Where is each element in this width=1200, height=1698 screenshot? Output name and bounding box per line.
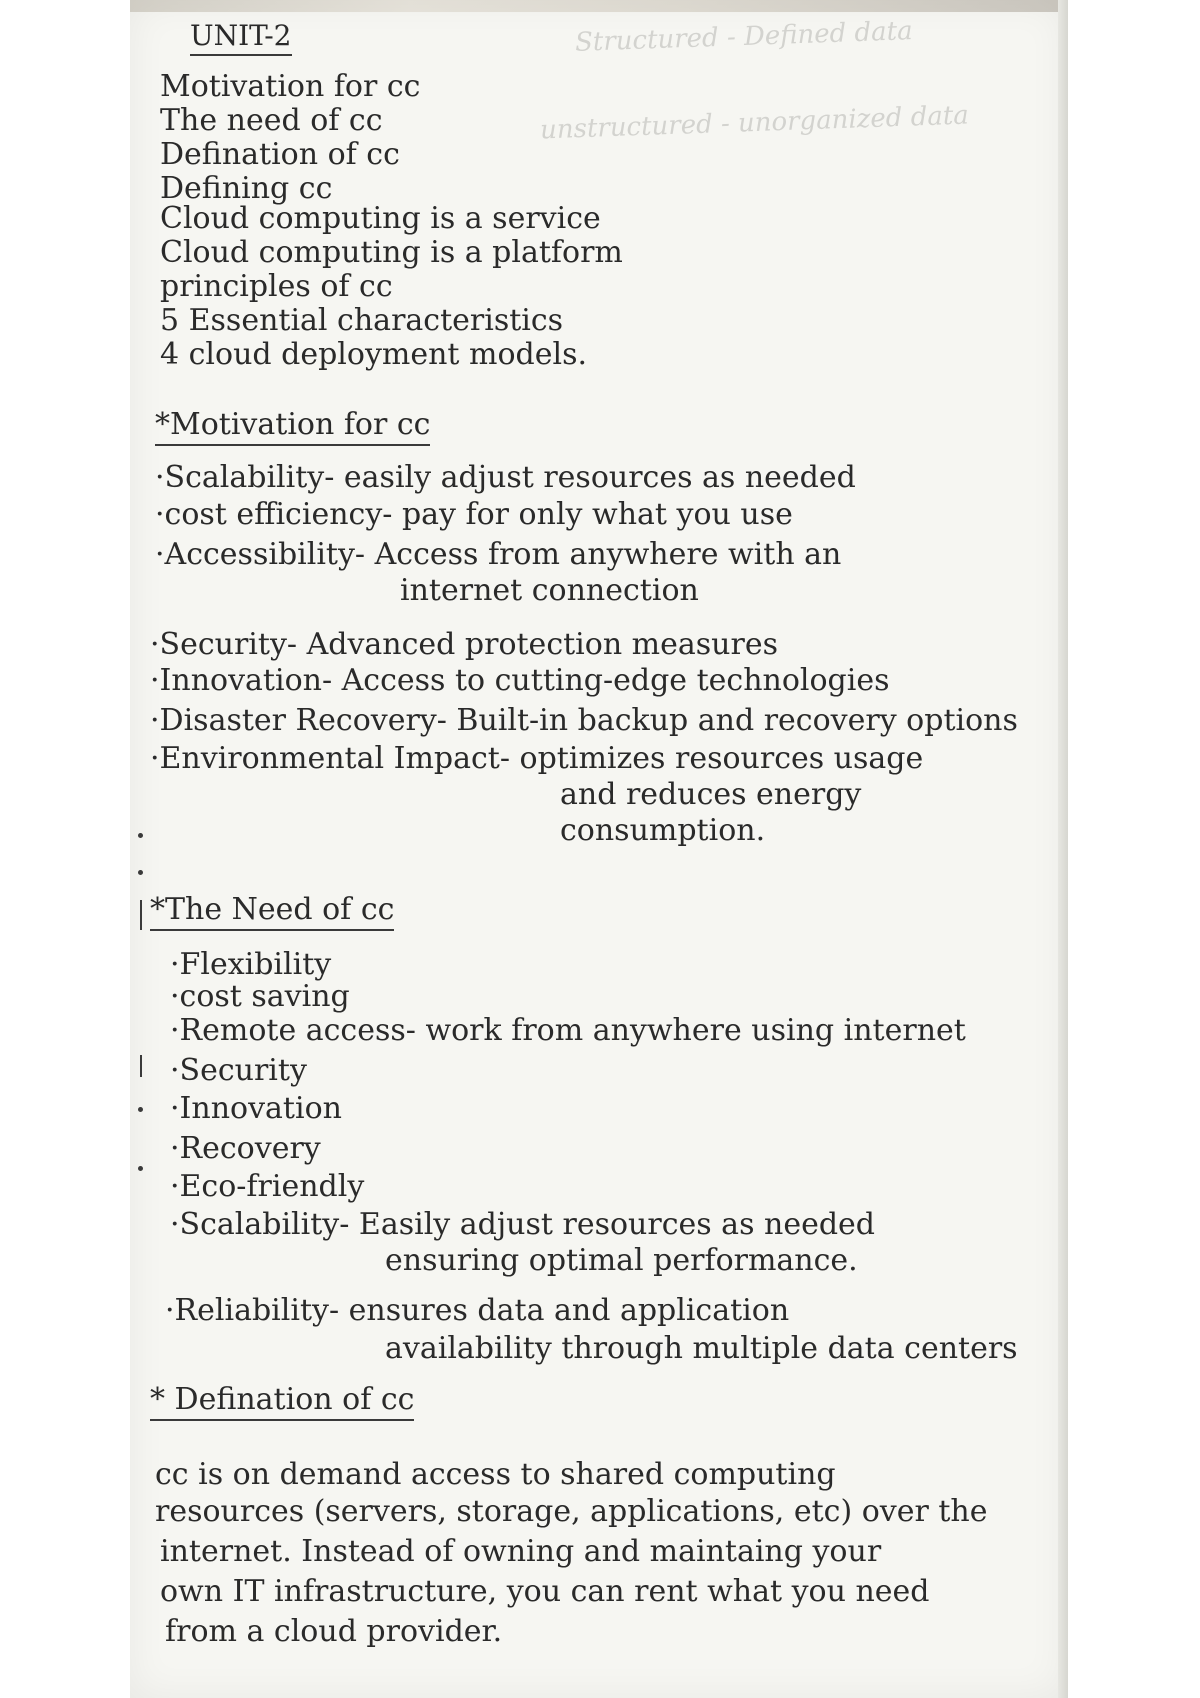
definition-line: from a cloud provider. <box>165 1614 503 1649</box>
motivation-item: consumption. <box>560 813 766 848</box>
margin-dot <box>138 1107 143 1112</box>
need-item: ·Scalability- Easily adjust resources as needed <box>170 1207 875 1242</box>
need-item: availability through multiple data centers <box>385 1331 1018 1366</box>
topic-item: 4 cloud deployment models. <box>160 337 588 372</box>
need-item: ·cost saving <box>170 979 350 1014</box>
topic-item: Cloud computing is a platform <box>160 235 623 270</box>
motivation-item: ·cost efficiency- pay for only what you use <box>155 497 793 532</box>
need-item: ·Security <box>170 1053 307 1088</box>
topic-item: principles of cc <box>160 269 393 304</box>
motivation-item: ·Accessibility- Access from anywhere with an <box>155 537 842 572</box>
margin-dot <box>138 1166 143 1171</box>
topic-item: Defining cc <box>160 171 333 206</box>
need-item: ·Reliability- ensures data and application <box>165 1293 790 1328</box>
definition-heading: * Defination of cc <box>150 1385 414 1421</box>
motivation-item: ·Security- Advanced protection measures <box>150 627 778 662</box>
need-item: ensuring optimal performance. <box>385 1243 858 1278</box>
margin-dot <box>138 833 143 838</box>
motivation-item: ·Disaster Recovery- Built-in backup and recovery options <box>150 703 1018 738</box>
topic-item: Motivation for cc <box>160 69 421 104</box>
need-item: ·Remote access- work from anywhere using internet <box>170 1013 966 1048</box>
need-item: ·Innovation <box>170 1091 342 1126</box>
topic-item: 5 Essential characteristics <box>160 303 564 338</box>
definition-line: resources (servers, storage, applications, etc) over the <box>155 1494 988 1529</box>
need-item: ·Flexibility <box>170 947 332 982</box>
motivation-item: internet connection <box>400 573 699 608</box>
page-right-edge <box>1058 0 1068 1698</box>
need-item: ·Recovery <box>170 1131 321 1166</box>
motivation-item: ·Innovation- Access to cutting-edge technologies <box>150 663 890 698</box>
definition-line: internet. Instead of owning and maintaing your <box>160 1534 882 1569</box>
motivation-item: and reduces energy <box>560 777 862 812</box>
topic-item: The need of cc <box>160 103 383 138</box>
motivation-item: ·Scalability- easily adjust resources as needed <box>155 460 856 495</box>
margin-dot <box>138 870 143 875</box>
margin-line <box>140 1055 142 1077</box>
margin-line <box>140 900 142 930</box>
topic-item: Defination of cc <box>160 137 400 172</box>
unit-title: UNIT-2 <box>190 22 292 56</box>
definition-line: own IT infrastructure, you can rent what you need <box>160 1574 930 1609</box>
ghost-line-2: unstructured - unorganized data <box>539 100 970 146</box>
definition-line: cc is on demand access to shared computing <box>155 1457 836 1492</box>
topic-item: Cloud computing is a service <box>160 201 601 236</box>
need-item: ·Eco-friendly <box>170 1169 365 1204</box>
ghost-line-1: Structured - Defined data <box>574 16 914 58</box>
page-top-edge <box>130 0 1065 12</box>
motivation-heading: *Motivation for cc <box>155 410 430 446</box>
need-heading: *The Need of cc <box>150 895 394 931</box>
motivation-item: ·Environmental Impact- optimizes resources usage <box>150 741 924 776</box>
